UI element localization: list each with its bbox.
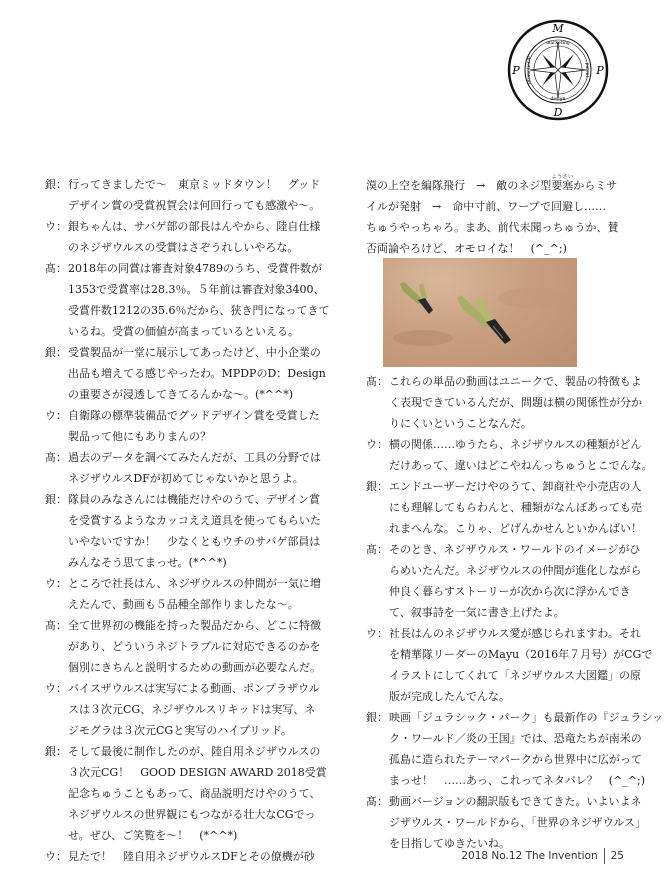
text-line: 銀ちゃんは、サバゲ部の部長はんやから、陸自仕様 xyxy=(68,220,321,233)
speaker-label: 髙： xyxy=(366,543,388,556)
text-line: 製品って他にもありまんの？ xyxy=(68,430,211,443)
pliers-render-icon xyxy=(383,258,577,367)
ruby-word xyxy=(551,174,574,192)
text-line: らめいたんだ。ネジザウルスの仲間が進化しながら xyxy=(389,564,642,577)
page-number: 25 xyxy=(610,850,624,862)
speaker-label: ウ： xyxy=(45,850,67,863)
text-line: ジザウルス・ワールドから、「世界のネジザウルス」 xyxy=(389,816,646,829)
dialogue-paragraph xyxy=(45,216,330,258)
speaker-label: 髙： xyxy=(45,619,67,632)
text-line: 隊員のみなさんには機能だけやのうて、デザイン賞 xyxy=(68,493,321,506)
text-line: 受賞件数1212の35.6％だから、狭き門になってきて xyxy=(68,304,330,317)
text-line: を精華隊リーダーのMayu（2016年７月号）がCGで xyxy=(389,648,653,661)
text-line: イラストにしてくれて「ネジザウルス大図鑑」の原 xyxy=(389,669,642,682)
speaker-label: 銀： xyxy=(45,346,67,359)
text-line: ネジザウルスの世界観にもつながる壮大なCGでっ xyxy=(68,808,316,821)
text-line: ちゅうやっちゃろ。まあ、前代未聞っちゅうか、賛 xyxy=(366,221,619,234)
text-line: エンドユーザーだけやのうて、卸商社や小売店の人 xyxy=(389,480,642,493)
svg-text:P: P xyxy=(512,64,520,77)
text-line: 1353で受賞率は28.3％。５年前は審査対象3400、 xyxy=(68,283,325,296)
svg-text:patent: patent xyxy=(584,62,589,78)
dialogue-continuation xyxy=(366,174,628,259)
text-line: ネジザウルスDFが初めてじゃないかと思うよ。 xyxy=(68,472,304,485)
text-line: を受賞するようなカッコええ道具を使ってもらいた xyxy=(68,514,321,527)
ruby-reading: ようさい xyxy=(551,174,574,180)
text-line: まっせ！ ……あっ、これってネタバレ？ (^_^;) xyxy=(389,774,646,787)
text-line: 見たで！ 陸自用ネジザウルスDFとその僚機が砂 xyxy=(68,850,315,863)
dialogue-paragraph xyxy=(45,678,330,741)
text-line: 否両論やろけど、オモロイな！ (^_^;) xyxy=(366,242,567,255)
text-line: ３次元CG！ GOOD DESIGN AWARD 2018受賞 xyxy=(68,766,327,779)
text-line: そのとき、ネジザウルス・ワールドのイメージがひ xyxy=(389,543,641,556)
speaker-label: 銀： xyxy=(45,493,67,506)
text-line: 仲良く暮らすストーリーが次から次に浮かんでき xyxy=(389,585,631,598)
text-line: 個別にきちんと説明するための動画が必要なんだ。 xyxy=(68,661,321,674)
text-line: 版が完成したんでんな。 xyxy=(389,690,510,703)
text-line: 過去のデータを調べてみたんだが、工具の分野では xyxy=(68,451,321,464)
dialogue-paragraph xyxy=(45,846,330,867)
text-line: 行ってきましたで～ 東京ミッドタウン！ グッド xyxy=(68,178,321,191)
text-line: いるね。受賞の価値が高まっているといえる。 xyxy=(68,325,299,338)
text-line: のネジザウルスの受賞はさぞうれしいやろな。 xyxy=(68,241,299,254)
speaker-label: ウ： xyxy=(45,682,67,695)
svg-text:promotional: promotional xyxy=(527,56,532,84)
speaker-label: 銀： xyxy=(366,711,388,724)
svg-text:P: P xyxy=(596,64,604,77)
text-line: 孤島に造られたテーマパークから世界中に広がって xyxy=(389,753,642,766)
dialogue-paragraph xyxy=(366,707,664,791)
text-line: デザイン賞の受賞祝賀会は何回行っても感激や～。 xyxy=(68,199,321,212)
speaker-label: 髙： xyxy=(366,795,388,808)
svg-text:design: design xyxy=(550,97,566,102)
text-line: 横の関係……ゆうたら、ネジザウルスの種類がどん xyxy=(389,438,642,451)
dialogue-paragraph xyxy=(45,258,330,342)
text-line: えたんで、動画も５品種全部作りましたな～。 xyxy=(68,598,299,611)
text-line: 受賞製品が一堂に展示してあったけど、中小企業の xyxy=(68,346,321,359)
text-line: バイスザウルスは実写による動画、ポンプラザウル xyxy=(68,682,320,695)
speaker-label: ウ： xyxy=(366,627,388,640)
dialogue-paragraph xyxy=(45,573,330,615)
speaker-label: ウ： xyxy=(366,438,388,451)
dialogue-paragraph xyxy=(45,342,330,405)
text-line: を目指してゆきたいね。 xyxy=(389,837,510,850)
cg-pliers-image xyxy=(383,258,577,367)
dialogue-paragraph xyxy=(45,405,330,447)
dialogue-paragraph xyxy=(45,741,330,846)
dialogue-paragraph xyxy=(45,615,330,678)
text-line: があり、どういうネジトラブルに対応できるのかを xyxy=(68,640,321,653)
text-line: 2018年の同賞は審査対象4789のうち、受賞件数が xyxy=(68,262,322,275)
text-line: これらの単品の動画はユニークで、製品の特徴もよ xyxy=(389,375,642,388)
issue-label: 2018 No.12 The Invention xyxy=(461,850,598,862)
text-line: せ。ぜひ、ご笑覧を～！ (*^^*) xyxy=(68,829,238,842)
dialogue-paragraph xyxy=(45,489,330,573)
text-line: ク・ワールド／炎の王国』では、恐竜たちが南米の xyxy=(389,732,642,745)
text-line: 自衛隊の標準装備品でグッドデザイン賞を受賞した xyxy=(68,409,320,422)
speaker-label: 髙： xyxy=(45,262,67,275)
text-line: 出品も増えてる感じやったわ。MPDPのD：Design xyxy=(68,367,326,380)
dialogue-paragraph xyxy=(45,447,330,489)
text-line: 記念ちゅうこともあって、商品説明だけやのうて、 xyxy=(68,787,321,800)
mpdp-logo xyxy=(506,18,610,122)
speaker-label: ウ： xyxy=(45,409,67,422)
text-line: ジモグラは３次元CGと実写のハイブリッド。 xyxy=(68,724,293,737)
text-line: 社長はんのネジザウルス愛が感じられますわ。それ xyxy=(389,627,641,640)
text-line: イルが発射 → 命中寸前、ワープで回避し…… xyxy=(366,200,606,213)
dialogue-paragraph xyxy=(366,371,642,434)
text-line: にも理解してもらわんと、種類がなんぼあっても売 xyxy=(389,501,642,514)
text-line: れまへんな。こりゃ、どげんかせんといかんばい！ xyxy=(389,522,642,535)
text-line: く表現できているんだが、問題は横の関係性が分か xyxy=(389,396,642,409)
text-line xyxy=(366,174,628,196)
dialogue-paragraph xyxy=(366,434,653,476)
text-line: て、叙事詩を一気に書き上げたよ。 xyxy=(389,606,565,619)
text-line: 全て世界初の機能を持った製品だから、どこに特徴 xyxy=(68,619,321,632)
footer-divider xyxy=(604,848,605,864)
text-segment: 漠の上空を編隊飛行 → 敵のネジ型 xyxy=(366,179,552,192)
text-line: の重要さが浸透してきてるんかな～。(*^^*) xyxy=(68,388,294,401)
speaker-label: ウ： xyxy=(45,220,67,233)
dialogue-paragraph xyxy=(366,476,642,539)
svg-text:D: D xyxy=(553,106,563,119)
text-line: 動画バージョンの翻訳版もできてきた。いよいよネ xyxy=(389,795,642,808)
text-line: だけあって、違いはどこやねんっちゅうとこでんな。 xyxy=(389,459,653,472)
text-line: いやないですか！ 少なくともウチのサバゲ部員は xyxy=(68,535,321,548)
text-line: ところで社長はん、ネジザウルスの仲間が一気に増 xyxy=(68,577,321,590)
dialogue-paragraph xyxy=(366,539,642,623)
compass-logo-icon xyxy=(506,18,610,122)
text-line: スは３次元CG、ネジザウルスリキッドは実写、ネ xyxy=(68,703,316,716)
dialogue-paragraph xyxy=(45,174,330,216)
dialogue-paragraph xyxy=(366,623,653,707)
text-line: みんなそう思てまっせ。(*^^*) xyxy=(68,556,227,569)
speaker-label: 髙： xyxy=(45,451,67,464)
speaker-label: 髙： xyxy=(366,375,388,388)
svg-text:M: M xyxy=(552,22,564,35)
svg-text:marketing: marketing xyxy=(546,41,570,46)
right-text-column xyxy=(366,371,664,854)
speaker-label: 銀： xyxy=(45,178,67,191)
speaker-label: 銀： xyxy=(45,745,67,758)
speaker-label: 銀： xyxy=(366,480,388,493)
page-footer xyxy=(461,848,624,864)
text-line: りにくいということなんだ。 xyxy=(389,417,532,430)
dialogue-paragraph xyxy=(366,791,646,854)
right-column-continuation xyxy=(366,174,628,259)
text-line: 映画「ジュラシック・パーク」も最新作の『ジュラシッ xyxy=(389,711,664,724)
ruby-base: 要塞 xyxy=(551,179,574,192)
left-text-column xyxy=(45,174,330,867)
text-line: そして最後に制作したのが、陸自用ネジザウルスの xyxy=(68,745,321,758)
text-segment: からミサ xyxy=(573,179,618,192)
speaker-label: ウ： xyxy=(45,577,67,590)
